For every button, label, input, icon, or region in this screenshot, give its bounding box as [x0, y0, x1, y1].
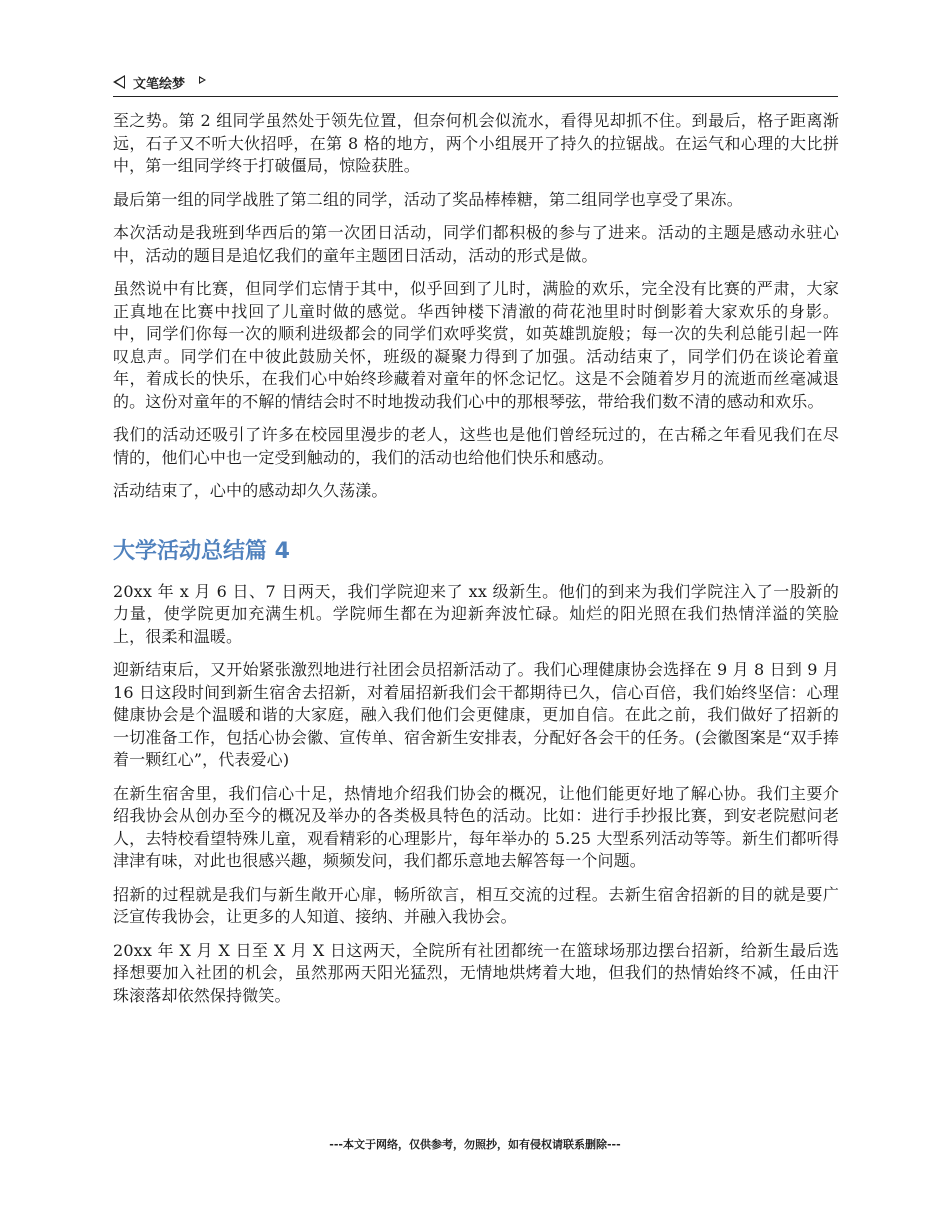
paragraph: 最后第一组的同学战胜了第二组的同学，活动了奖品棒棒糖，第二组同学也享受了果冻。	[113, 189, 743, 209]
paragraph: 本次活动是我班到华西后的第一次团日活动，同学们都积极的参与了进来。活动的主题是感动永驻心中，活动的题目是追忆我们的童年主题团日活动，活动的形式是做。	[113, 223, 839, 265]
paragraph: 至之势。第 2 组同学虽然处于领先位置，但奈何机会似流水，看得见却抓不住。到最后，格子距离渐远，石子又不听大伙招呼，在第 8 格的地方，两个小组展开了持久的拉锯战。在运气和心理的大比拼中，第一组同学终于打破僵局，惊险获胜。	[113, 111, 839, 175]
paragraph: 迎新结束后，又开始紧张激烈地进行社团会员招新活动了。我们心理健康协会选择在 9 月 8 日到 9 月 16 日这段时间到新生宿舍去招新，对着届招新我们会干都期待已久，信心百倍，我们始终坚信：心理健康协会是个温暖和谐的大家庭，融入我们他们会更健康，更加自信。在此之前，我们做好了招新的一切准备工作，包括心协会徽、宣传单、宿舍新生安排表，分配好各会干的任务。(会徽图案是“双手捧着一颗红心”，代表爱心)	[113, 660, 839, 769]
triangle-right-icon	[199, 76, 206, 84]
page-header	[113, 68, 838, 97]
paragraph: 在新生宿舍里，我们信心十足，热情地介绍我们协会的概况，让他们能更好地了解心协。我们主要介绍我协会从创办至今的概况及举办的各类极具特色的活动。比如：进行手抄报比赛，到安老院慰问老人，去特校看望特殊儿童，观看精彩的心理影片，每年举办的 5.25 大型系列活动等等。新生们都听得津津有味，对此也很感兴趣，频频发问，我们都乐意地去解答每一个问题。	[113, 783, 839, 870]
paragraph: 虽然说中有比赛，但同学们忘情于其中，似乎回到了儿时，满脸的欢乐，完全没有比赛的严肃，大家正真地在比赛中找回了儿童时做的感觉。华西钟楼下清澈的荷花池里时时倒影着大家欢乐的身影。中，同学们你每一次的顺利进级都会的同学们欢呼奖赏，如英雄凯旋般；每一次的失利总能引起一阵叹息声。同学们在中彼此鼓励关怀，班级的凝聚力得到了加强。活动结束了，同学们仍在谈论着童年，着成长的快乐，在我们心中始终珍藏着对童年的怀念记忆。这是不会随着岁月的流逝而丝毫减退的。这份对童年的不解的情结会时不时地拨动我们心中的那根琴弦，带给我们数不清的感动和欢乐。	[113, 279, 839, 411]
paragraph: 20xx 年 X 月 X 日至 X 月 X 日这两天，全院所有社团都统一在篮球场那边摆台招新，给新生最后选择想要加入社团的机会，虽然那两天阳光猛烈，无情地烘烤着大地，但我们的热情始终不减，任由汗珠滚落却依然保持微笑。	[113, 940, 839, 1005]
paragraph: 我们的活动还吸引了许多在校园里漫步的老人，这些也是他们曾经玩过的，在古稀之年看见我们在尽情的，他们心中也一定受到触动的，我们的活动也给他们快乐和感动。	[113, 425, 839, 467]
section-heading: 大学活动总结篇 4	[113, 538, 290, 564]
triangle-left-icon	[113, 75, 125, 89]
paragraph: 活动结束了，心中的感动却久久荡漾。	[113, 481, 388, 500]
page-footer: ---本文于网络，仅供参考，勿照抄，如有侵权请联系删除---	[329, 1138, 621, 1151]
header-brand: 文笔绘梦	[133, 76, 186, 92]
paragraph: 招新的过程就是我们与新生敞开心扉，畅所欲言，相互交流的过程。去新生宿舍招新的目的就是要广泛宣传我协会，让更多的人知道、接纳、并融入我协会。	[113, 884, 839, 926]
paragraph: 20xx 年 x 月 6 日、7 日两天，我们学院迎来了 xx 级新生。他们的到来为我们学院注入了一股新的力量，使学院更加充满生机。学院师生都在为迎新奔波忙碌。灿烂的阳光照在我们热情洋溢的笑脸上，很柔和温暖。	[113, 581, 839, 646]
document-body	[113, 110, 839, 1018]
